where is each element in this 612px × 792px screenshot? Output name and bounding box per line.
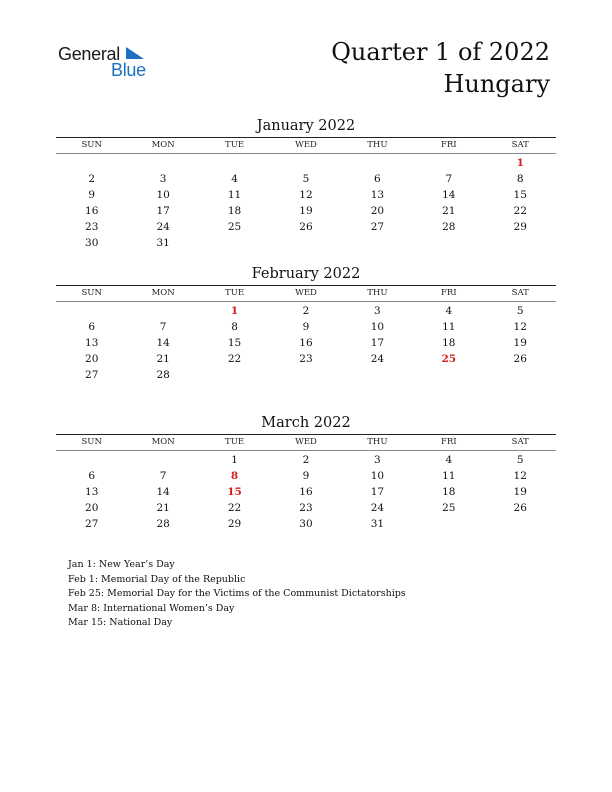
day-cell: 24 [156,221,170,233]
day-cell: 8 [516,173,524,185]
day-cell: 9 [302,321,310,333]
week-row [56,351,556,367]
weekday-label: TUE [225,288,245,298]
day-cell: 4 [445,305,453,317]
week-row [56,155,556,171]
month-title: March 2022 [261,415,351,431]
empty-day-cell [485,235,556,251]
day-cell: 5 [516,454,524,466]
empty-day-cell [199,367,270,383]
empty-day-cell [485,367,556,383]
page-title [331,36,550,100]
month-weeks [56,302,556,383]
quarter-title: Quarter 1 of 2022 [331,38,550,66]
holiday-day-cell: 1 [230,305,239,317]
day-cell: 2 [302,454,310,466]
day-cell: 27 [85,369,99,381]
day-cell: 19 [299,205,313,217]
weekday-label: FRI [440,140,457,150]
week-row [56,235,556,251]
day-cell: 28 [442,221,456,233]
holiday-note: Mar 15: National Day [68,617,173,628]
day-cell: 3 [374,305,381,317]
day-cell: 13 [370,189,385,201]
holiday-notes [68,558,406,631]
day-cell: 5 [516,305,524,317]
day-cell: 24 [370,502,385,514]
day-cell: 21 [442,205,456,217]
day-cell: 16 [299,337,313,349]
day-cell: 27 [85,518,99,530]
day-cell: 4 [231,173,238,185]
day-cell: 17 [370,486,385,498]
generalblue-logo [58,44,168,84]
empty-day-cell [342,155,413,171]
day-cell: 23 [299,502,313,514]
day-cell: 7 [445,173,453,185]
day-cell: 21 [156,502,170,514]
week-row [56,452,556,468]
weekday-header-row [56,138,556,154]
day-cell: 9 [302,470,310,482]
day-cell: 11 [442,470,456,482]
day-cell: 22 [227,502,242,514]
empty-day-cell [485,516,556,532]
day-cell: 11 [227,189,242,201]
day-cell: 31 [156,237,170,249]
day-cell: 24 [370,353,385,365]
day-cell: 20 [85,353,99,365]
day-cell: 1 [231,454,238,466]
logo-word-blue: Blue [111,60,146,80]
week-row [56,171,556,187]
weekday-header-row [56,286,556,302]
day-cell: 27 [370,221,385,233]
day-cell: 18 [227,205,242,217]
weekday-label: SUN [81,140,102,150]
day-cell: 23 [299,353,313,365]
empty-day-cell [199,155,270,171]
holiday-note: Mar 8: International Women’s Day [68,602,235,614]
weekday-label: THU [367,437,388,447]
day-cell: 21 [156,353,170,365]
day-cell: 18 [442,486,456,498]
empty-day-cell [56,452,127,468]
week-row [56,219,556,235]
weekday-label: SUN [81,437,102,447]
day-cell: 8 [231,321,238,333]
month-calendar [56,116,556,251]
weekday-label: WED [295,288,317,298]
weekday-label: THU [367,288,388,298]
empty-day-cell [270,367,341,383]
month-weeks [56,154,556,251]
day-cell: 12 [513,470,527,482]
day-cell: 30 [299,518,313,530]
empty-day-cell [413,235,484,251]
week-row [56,187,556,203]
day-cell: 30 [85,237,99,249]
week-row [56,516,556,532]
day-cell: 29 [227,518,242,530]
day-cell: 7 [159,470,167,482]
day-cell: 28 [156,369,170,381]
weekday-label: WED [295,140,317,150]
empty-day-cell [342,367,413,383]
month-title: January 2022 [256,118,356,134]
day-cell: 10 [156,189,170,201]
day-cell: 19 [513,486,527,498]
empty-day-cell [199,235,270,251]
holiday-note: Feb 25: Memorial Day for the Victims of the Communist Dictatorships [68,588,406,599]
day-cell: 14 [156,337,170,349]
weekday-label: FRI [440,437,457,447]
day-cell: 6 [88,470,96,482]
day-cell: 6 [88,321,96,333]
empty-day-cell [270,235,341,251]
day-cell: 18 [442,337,456,349]
logo-word-general: General [58,44,120,64]
empty-day-cell [56,155,127,171]
day-cell: 25 [442,502,456,514]
week-row [56,319,556,335]
day-cell: 11 [442,321,456,333]
day-cell: 26 [513,502,527,514]
day-cell: 13 [85,337,99,349]
logo-triangle-icon [124,47,146,61]
day-cell: 3 [159,173,167,185]
day-cell: 20 [370,205,385,217]
day-cell: 10 [370,321,385,333]
empty-day-cell [127,303,198,319]
month-calendar [56,413,556,532]
month-weeks [56,451,556,532]
holiday-day-cell: 15 [227,486,242,498]
holiday-day-cell: 1 [516,157,524,169]
day-cell: 15 [227,337,242,349]
empty-day-cell [413,367,484,383]
day-cell: 14 [442,189,456,201]
weekday-label: TUE [225,140,245,150]
day-cell: 16 [85,205,99,217]
day-cell: 25 [227,221,242,233]
empty-day-cell [127,452,198,468]
weekday-label: MON [151,288,175,298]
day-cell: 20 [85,502,99,514]
day-cell: 15 [513,189,527,201]
day-cell: 26 [299,221,313,233]
day-cell: 16 [299,486,313,498]
weekday-header-row [56,435,556,451]
holiday-day-cell: 8 [230,470,239,482]
empty-day-cell [270,155,341,171]
holiday-note: Feb 1: Memorial Day of the Republic [68,573,246,585]
week-row [56,367,556,383]
day-cell: 14 [156,486,170,498]
weekday-label: SAT [511,140,529,150]
empty-day-cell [342,235,413,251]
month-title: February 2022 [251,266,361,282]
day-cell: 28 [156,518,170,530]
day-cell: 2 [88,173,96,185]
empty-day-cell [413,155,484,171]
day-cell: 13 [85,486,99,498]
weekday-label: MON [151,437,175,447]
day-cell: 5 [302,173,310,185]
day-cell: 4 [445,454,453,466]
holiday-note: Jan 1: New Year’s Day [68,559,175,570]
day-cell: 12 [513,321,527,333]
country-title: Hungary [443,70,550,98]
day-cell: 23 [85,221,99,233]
day-cell: 17 [370,337,385,349]
day-cell: 22 [227,353,242,365]
day-cell: 26 [513,353,527,365]
week-row [56,303,556,319]
day-cell: 3 [374,454,381,466]
month-calendar [56,264,556,383]
weekday-label: THU [367,140,388,150]
day-cell: 19 [513,337,527,349]
weekday-label: SAT [511,288,529,298]
weekday-label: SAT [511,437,529,447]
day-cell: 22 [513,205,527,217]
day-cell: 7 [159,321,167,333]
empty-day-cell [413,516,484,532]
week-row [56,203,556,219]
day-cell: 6 [374,173,381,185]
week-row [56,484,556,500]
weekday-label: WED [295,437,317,447]
week-row [56,335,556,351]
day-cell: 17 [156,205,170,217]
weekday-label: TUE [225,437,245,447]
holiday-day-cell: 25 [441,353,457,365]
week-row [56,500,556,516]
empty-day-cell [56,303,127,319]
day-cell: 31 [370,518,385,530]
weekday-label: SUN [81,288,102,298]
day-cell: 9 [88,189,96,201]
day-cell: 12 [299,189,313,201]
empty-day-cell [127,155,198,171]
weekday-label: FRI [440,288,457,298]
day-cell: 29 [513,221,527,233]
weekday-label: MON [151,140,175,150]
day-cell: 10 [370,470,385,482]
day-cell: 2 [302,305,310,317]
week-row [56,468,556,484]
